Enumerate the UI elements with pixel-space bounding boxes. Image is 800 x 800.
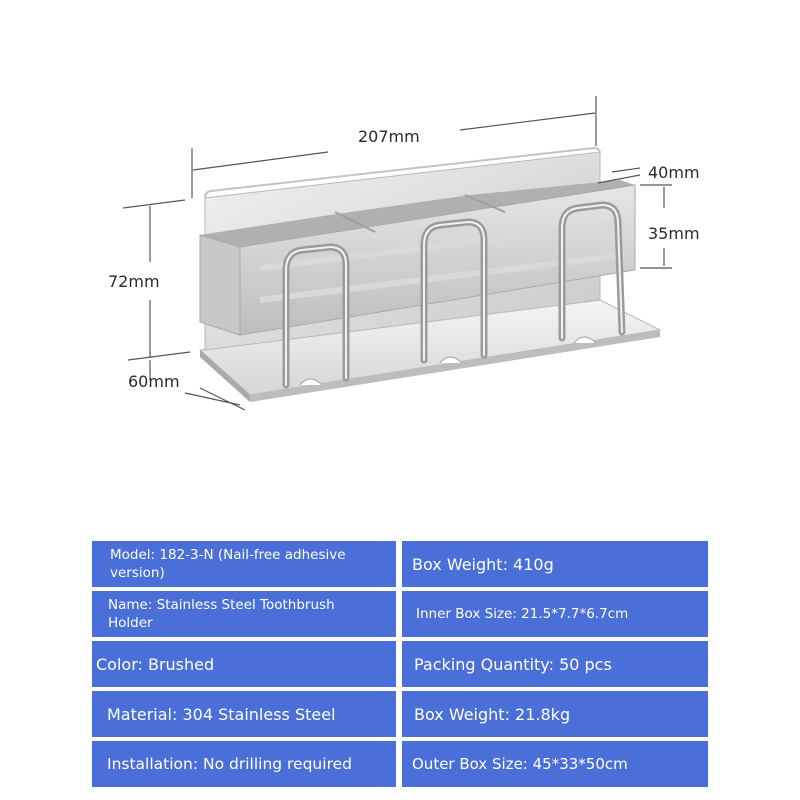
width-dimension-label: 207mm <box>358 127 420 146</box>
depth-dimension-label: 60mm <box>128 372 180 391</box>
height-dimension-label: 72mm <box>108 272 160 291</box>
spec-cell-model: Model: 182-3-N (Nail-free adhesive version) <box>92 541 396 587</box>
spec-cell-box-weight: Box Weight: 410g <box>402 541 708 587</box>
cup-height-dimension-label: 35mm <box>648 224 700 243</box>
spec-cell-box-weight-2: Box Weight: 21.8kg <box>402 691 708 737</box>
spec-cell-packing-quantity: Packing Quantity: 50 pcs <box>402 641 708 687</box>
spec-cell-name: Name: Stainless Steel Toothbrush Holder <box>92 591 396 637</box>
spec-cell-outer-box-size: Outer Box Size: 45*33*50cm <box>402 741 708 787</box>
spec-cell-installation: Installation: No drilling required <box>92 741 396 787</box>
spec-cell-inner-box-size: Inner Box Size: 21.5*7.7*6.7cm <box>402 591 708 637</box>
spec-cell-color: Color: Brushed <box>92 641 396 687</box>
spec-cell-material: Material: 304 Stainless Steel <box>92 691 396 737</box>
cup-depth-dimension-label: 40mm <box>648 163 700 182</box>
